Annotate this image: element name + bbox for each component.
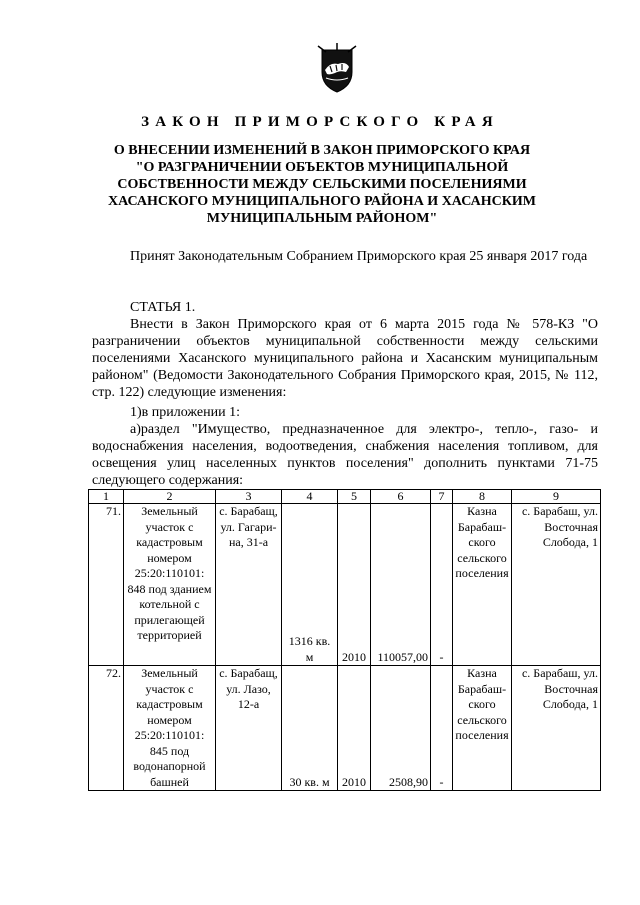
row-owner: Казна Барабаш-ского сельского поселения — [453, 666, 512, 791]
item-a: а)раздел "Имущество, предназначенное для электро-, тепло-, газо- и водоснабжения населения, водоотведения, снабжения населения топливом, для освещения улиц населенных пунктов поселения" дополнить пунктами 71-75 следующего содержания: — [92, 422, 598, 488]
row-area: 1316 кв. м — [282, 504, 338, 666]
table-row — [89, 504, 601, 666]
subtitle-line: О ВНЕСЕНИИ ИЗМЕНЕНИЙ В ЗАКОН ПРИМОРСКОГО КРАЯ — [113, 143, 531, 158]
table-header-cell: 5 — [338, 490, 371, 504]
row-owner: Казна Барабаш-ского сельского поселения — [453, 504, 512, 666]
row-col7: - — [431, 666, 453, 791]
row-year: 2010 — [338, 504, 371, 666]
table-header-cell: 6 — [371, 490, 431, 504]
subtitle-line: "О РАЗГРАНИЧЕНИИ ОБЪЕКТОВ МУНИЦИПАЛЬНОЙ — [135, 160, 509, 175]
row-location: с. Барабаш, ул. Восточная Слобода, 1 — [512, 504, 601, 666]
table-header-cell: 3 — [216, 490, 282, 504]
row-col7: - — [431, 504, 453, 666]
table-row — [89, 666, 601, 791]
law-subtitle — [96, 142, 548, 227]
subtitle-line: МУНИЦИПАЛЬНЫМ РАЙОНОМ" — [206, 211, 438, 226]
article-heading: СТАТЬЯ 1. — [130, 300, 196, 315]
row-name: Земельный участок с кадастровым номером 25:20:110101: 848 под зданием котельной с прилегающей территорией — [124, 504, 216, 666]
row-address: с. Барабащ, ул. Лазо, 12-а — [216, 666, 282, 791]
table-header-cell: 2 — [124, 490, 216, 504]
row-location: с. Барабаш, ул. Восточная Слобода, 1 — [512, 666, 601, 791]
law-title: ЗАКОН ПРИМОРСКОГО КРАЯ — [141, 114, 499, 130]
subtitle-line: ХАСАНСКОГО МУНИЦИПАЛЬНОГО РАЙОНА И ХАСАНСКИМ — [108, 194, 536, 209]
row-area: 30 кв. м — [282, 666, 338, 791]
row-name: Земельный участок с кадастровым номером 25:20:110101: 845 под водонапорной башней — [124, 666, 216, 791]
item-1: 1)в приложении 1: — [130, 405, 240, 420]
table-header-cell: 4 — [282, 490, 338, 504]
row-value: 2508,90 — [371, 666, 431, 791]
row-address: с. Барабащ, ул. Гагари-на, 31-а — [216, 504, 282, 666]
main-paragraph: Внести в Закон Приморского края от 6 марта 2015 года № 578-КЗ "О разграничении объектов муниципальной собственности между сельскими поселениями Хасанского муниципального района и Хасанским муниципальным районом" (Ведомости Законодательного Собрания Приморского края, 2015, № 112, стр. 122) следующие изменения: — [92, 317, 598, 400]
property-table — [88, 489, 601, 791]
table-header-cell: 1 — [89, 490, 124, 504]
table-header-cell: 8 — [453, 490, 512, 504]
row-number: 71. — [89, 504, 124, 666]
coat-of-arms-icon — [316, 42, 358, 94]
row-number: 72. — [89, 666, 124, 791]
table-header-row — [89, 490, 601, 504]
adopted-paragraph: Принят Законодательным Собранием Приморского края 25 января 2017 года — [130, 249, 588, 264]
row-year: 2010 — [338, 666, 371, 791]
table-header-cell: 7 — [431, 490, 453, 504]
subtitle-line: СОБСТВЕННОСТИ МЕЖДУ СЕЛЬСКИМИ ПОСЕЛЕНИЯМИ — [117, 177, 527, 192]
row-value: 110057,00 — [371, 504, 431, 666]
table-header-cell: 9 — [512, 490, 601, 504]
